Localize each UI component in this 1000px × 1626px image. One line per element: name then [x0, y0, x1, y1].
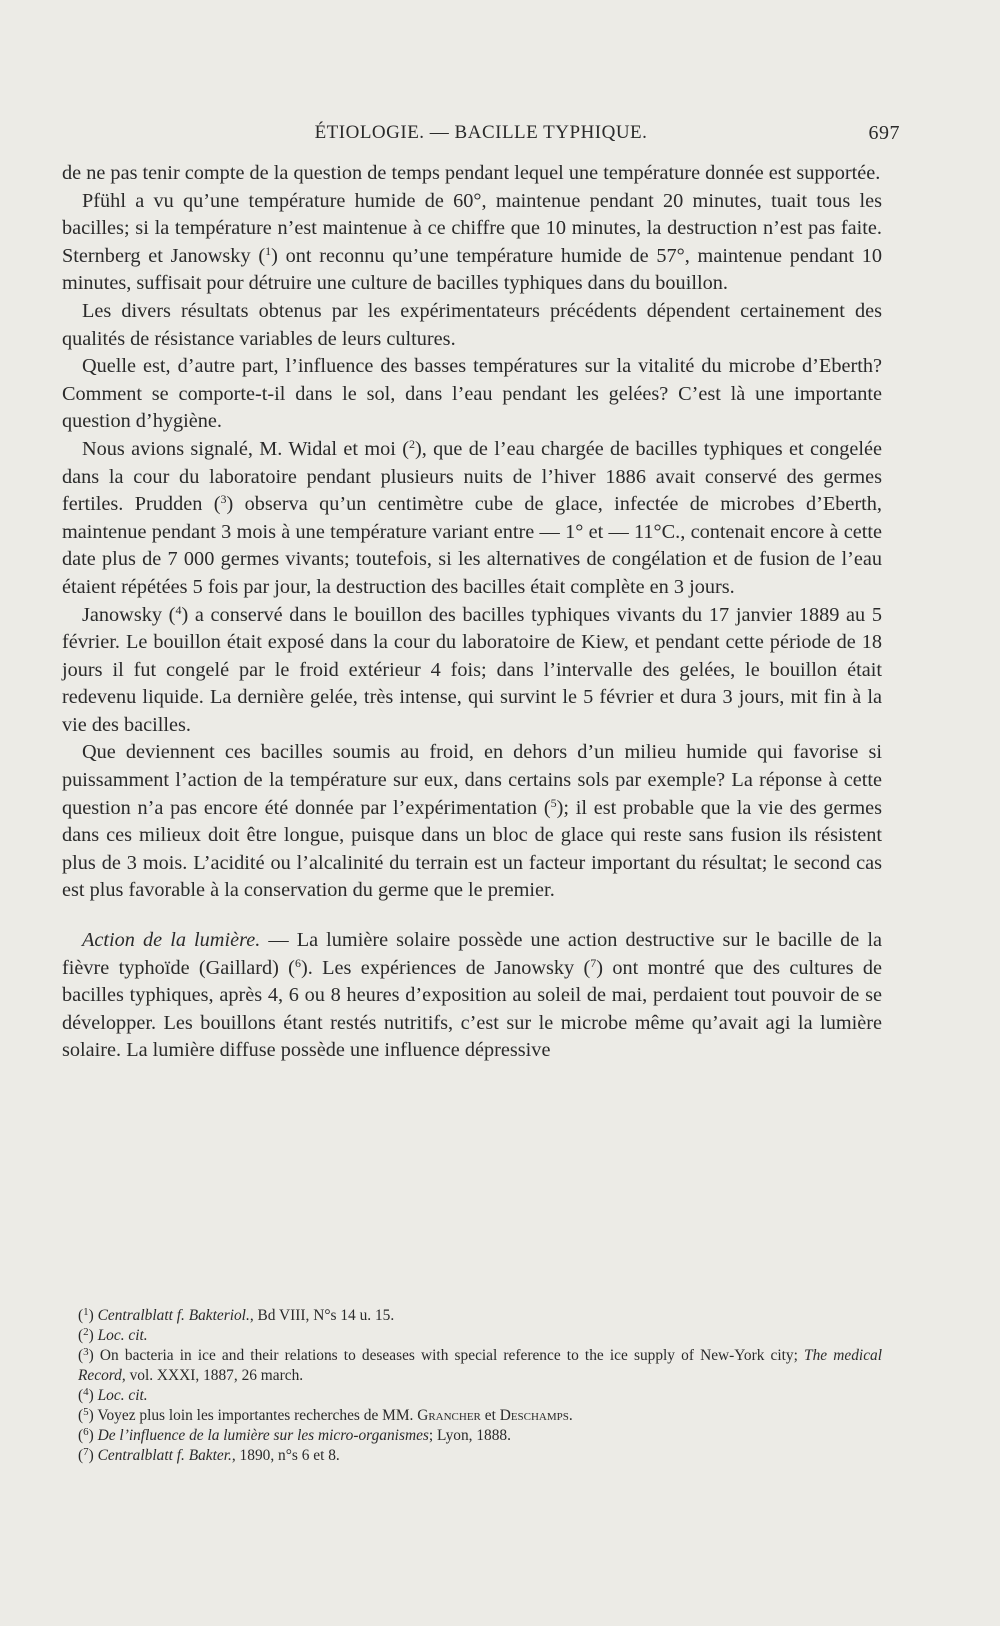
paragraph-text: de ne pas tenir compte de la question de temps pendant lequel une température donnée est supportée.: [62, 162, 881, 184]
page-number: 697: [868, 122, 900, 144]
paragraph-text: Quelle est, d’autre part, l’influence des basses températures sur la vitalité du microbe d’Eberth? Comment se comporte-t-il dans le sol, dans l’eau pendant les gelées? C’est là une importante question d’hygiène.: [62, 355, 882, 433]
running-title: ÉTIOLOGIE. — BACILLE TYPHIQUE.: [314, 122, 648, 143]
paragraph: [62, 436, 882, 602]
paragraph: [62, 188, 882, 298]
footnote-citation: De l’influence de la lumière sur les micro-organismes: [97, 1427, 429, 1444]
footnote: ($^5$) Voyez plus loin les importantes recherches de MM. Grancher et Deschamps.: [78, 1406, 573, 1424]
author-name: Grancher: [417, 1407, 481, 1424]
footnote-text: , vol. XXXI, 1887, 26 march.: [121, 1367, 304, 1384]
paragraph: [62, 160, 882, 188]
section-heading: Action de la lumière.: [82, 929, 261, 952]
footnote-text: ; Lyon, 1888.: [428, 1427, 511, 1444]
footnote-ref: 7: [590, 955, 597, 970]
footnote: ($^3$) On bacteria in ice and their relations to deseases with special reference to the ice supply of New-York city; The medical Record, vol. XXXI, 1887, 26 march.: [78, 1346, 882, 1384]
author-name: Deschamps: [499, 1407, 569, 1424]
paragraph-text: Pfühl a vu qu’une température humide de 60°, maintenue pendant 20 minutes, tuait tous les bacilles; si la température n’est maintenue à ce chiffre que 10 minutes, la destruction n’est pas faite. Sternberg et Janowsky (: [62, 189, 882, 267]
footnote-mark: 3: [83, 1346, 89, 1358]
footnote-text: .: [568, 1407, 573, 1424]
footnote-text: et: [480, 1407, 500, 1424]
footnote-mark: 2: [83, 1326, 89, 1338]
footnote-text: Voyez plus loin les importantes recherches de MM.: [97, 1407, 418, 1424]
paragraph-text: ). Les expériences de Janowsky (: [300, 956, 591, 979]
paragraph-text: ) a conservé dans le bouillon des bacilles typhiques vivants du 17 janvier 1889 au 5 février. Le bouillon était exposé dans la cour du laboratoire de Kiew, et pendant cette période de 18 jours il fut congelé par le froid extérieur 4 fois; dans l’intervalle des gelées, le bouillon était redevenu liquide. La dernière gelée, très intense, qui survint le 5 février et dura 3 jours, mit fin à la vie des bacilles.: [62, 603, 882, 736]
paragraph: [62, 298, 882, 353]
footnote-mark: 5: [83, 1406, 89, 1418]
paragraph: [62, 739, 882, 905]
footnote-citation: Centralblatt f. Bakter.: [97, 1447, 232, 1464]
footnote-mark: 4: [83, 1386, 89, 1398]
paragraph-text: Les divers résultats obtenus par les expérimentateurs précédents dépendent certainement des qualités de résistance variables de leurs cultures.: [62, 299, 882, 350]
paragraph-text: — La lumière solaire possède une action destructive sur le bacille de la fièvre typhoïde (Gaillard) (: [62, 929, 883, 979]
footnote-citation: The medical Record: [78, 1347, 882, 1384]
paragraph-text: ) observa qu’un centimètre cube de glace, infectée de microbes d’Eberth, maintenue pendant 3 mois à une température variant entre — 1° et — 11°C., contenait encore à cette date plus de 7 000 germes vivants; toutefois, si les alternatives de congélation et de fusion de l’eau étaient répétées 5 fois par jour, la destruction des bacilles était complète en 3 jours.: [62, 493, 882, 598]
footnote-text: , Bd VIII, N°s 14 u. 15.: [249, 1307, 395, 1324]
footnote-mark: 7: [83, 1446, 89, 1458]
paragraph-text: ); il est probable que la vie des germes dans ces milieux doit être longue, puisque dans un bloc de glace qui reste sans fusion ils résistent plus de 3 mois. L’acidité ou l’alcalinité du terrain est un facteur important du résultat; le second cas est plus favorable à la conservation du germe que le premier.: [62, 796, 882, 902]
paragraph-text: Nous avions signalé, M. Widal et moi (: [82, 437, 409, 460]
body-text: [62, 160, 882, 1065]
footnote: ($^1$) Centralblatt f. Bakteriol., Bd VIII, N°s 14 u. 15.: [78, 1306, 395, 1324]
footnote-text: , 1890, n°s 6 et 8.: [231, 1447, 340, 1464]
paragraph: [62, 927, 882, 1065]
footnote-mark: 6: [83, 1426, 89, 1438]
footnote-ref: 4: [175, 602, 182, 617]
paragraph-text: Janowsky (: [82, 603, 176, 626]
paragraph-text: Que deviennent ces bacilles soumis au froid, en dehors d’un milieu humide qui favorise si puissamment l’action de la température sur eux, dans certains sols par exemple? La réponse à cette question n’a pas encore été donnée par l’expérimentation (: [62, 741, 882, 819]
footnote: ($^6$) De l’influence de la lumière sur les micro-organismes; Lyon, 1888.: [78, 1426, 511, 1444]
footnote-ref: 3: [220, 492, 227, 507]
footnote-ref: 5: [550, 795, 557, 810]
paragraph: [62, 353, 882, 436]
footnote-citation: Centralblatt f. Bakteriol.: [97, 1307, 250, 1324]
footnote-ref: 6: [294, 955, 301, 970]
paragraph-text: ), que de l’eau chargée de bacilles typhiques et congelée dans la cour du laboratoire pendant plusieurs nuits de l’hiver 1886 avait conservé des germes fertiles. Prudden (: [62, 437, 883, 516]
footnote: ($^2$) Loc. cit.: [78, 1326, 148, 1344]
footnote-citation: Loc. cit.: [97, 1387, 148, 1404]
paragraph: [62, 602, 882, 740]
paragraph-text: ) ont montré que des cultures de bacilles typhiques, après 4, 6 ou 8 heures d’exposition au soleil de mai, perdaient tout pouvoir de se développer. Les bouillons étant restés nutritifs, c’est sur le microbe même qu’avait agi la lumière solaire. La lumière diffuse possède une influence dépressive: [62, 956, 882, 1062]
footnotes: [62, 1306, 882, 1466]
footnote: ($^4$) Loc. cit.: [78, 1386, 148, 1404]
footnote-text: On bacteria in ice and their relations to deseases with special reference to the ice supply of New-York city;: [99, 1347, 805, 1364]
paragraph-text: ) ont reconnu qu’une température humide de 57°, maintenue pendant 10 minutes, suffisait pour détruire une culture de bacilles typhiques dans du bouillon.: [62, 244, 882, 295]
running-head: [62, 122, 900, 150]
footnote-citation: Loc. cit.: [97, 1327, 148, 1344]
footnote-ref: 2: [408, 436, 415, 451]
footnote-ref: 1: [265, 243, 272, 258]
footnote: ($^7$) Centralblatt f. Bakter., 1890, n°s 6 et 8.: [78, 1446, 340, 1464]
footnote-mark: 1: [83, 1306, 89, 1318]
